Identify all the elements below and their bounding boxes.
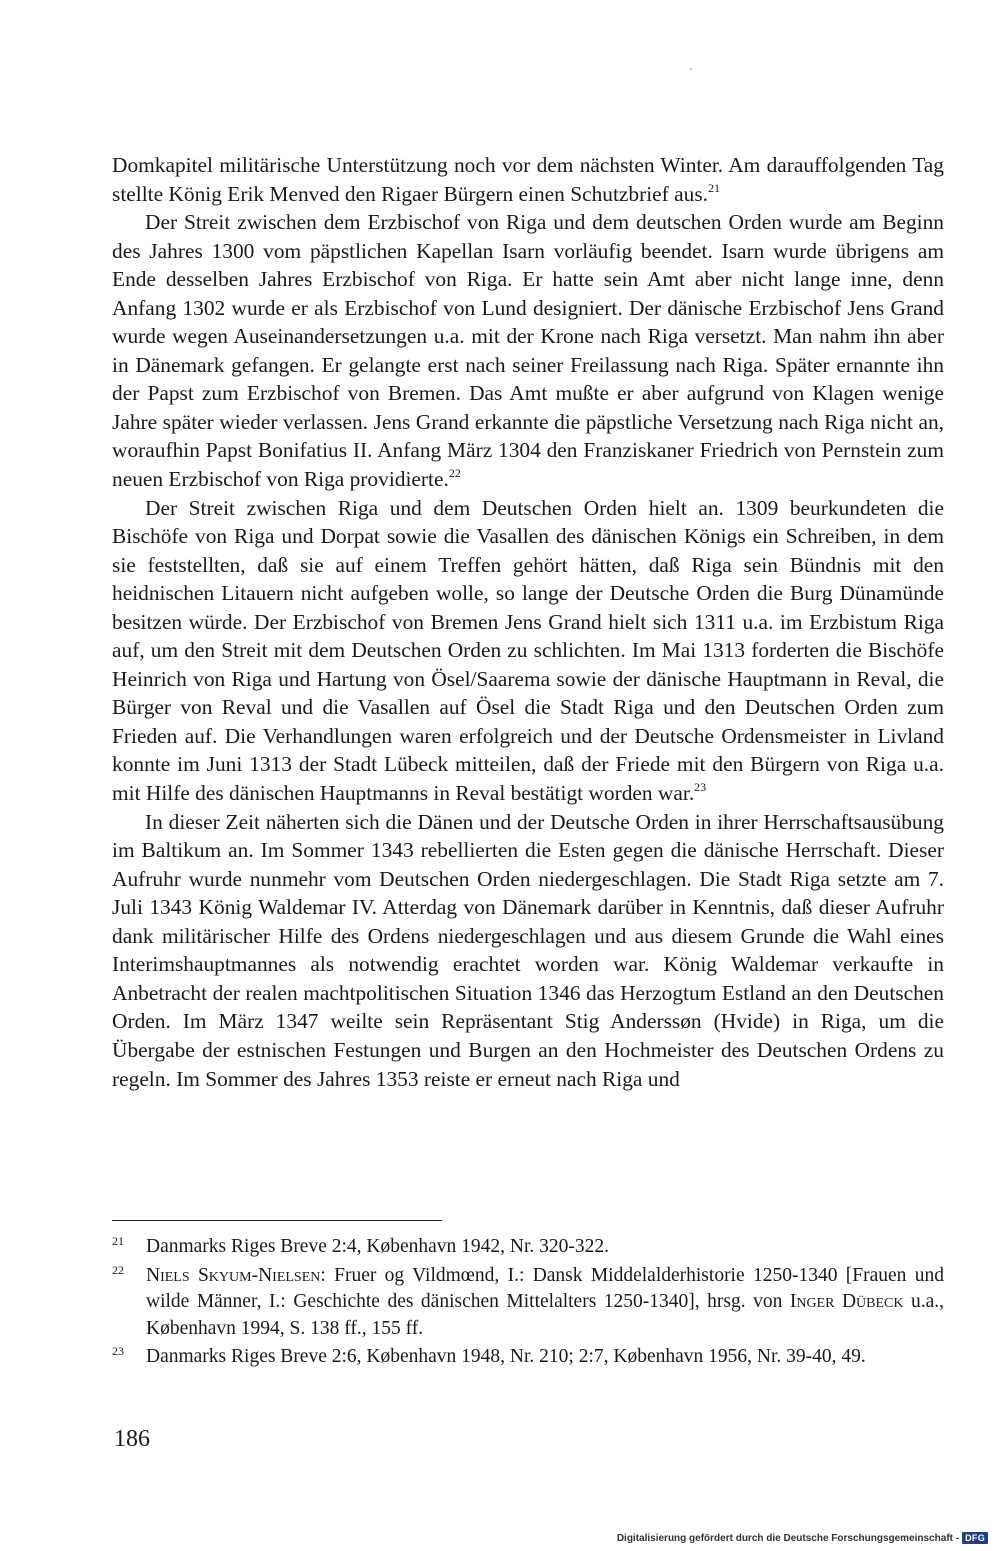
footnote-ref-22[interactable]: 22 (448, 466, 461, 481)
dfg-logo-icon: DFG (962, 1532, 988, 1544)
footnote-21 (112, 1234, 944, 1261)
page-number: 186 (114, 1426, 150, 1452)
footnote-23 (112, 1344, 944, 1371)
digitization-text: Digitalisierung gefördert durch die Deutsche Forschungsgemeinschaft - (616, 1532, 960, 1544)
footnote-number: 21 (112, 1234, 124, 1248)
footnote-text: : Fruer og Vildmœnd, I.: Dansk Middelalderhistorie 1250-1340 [Frauen und wilde Männer, I.: Geschichte des dänischen Mittelalters 1250-1340], hrsg. von (146, 1264, 944, 1312)
scan-speck (690, 68, 692, 70)
paragraph-3: Der Streit zwischen Riga und dem Deutschen Orden hielt an. 1309 beurkundeten die Bischöfe von Riga und Dorpat sowie die Vasallen des dänischen Königs ein Schreiben, in dem sie feststellten, daß sie auf einem Treffen gehört hätten, daß Riga sein Bündnis mit den heidnischen Litauern nicht aufgeben wolle, so lange der Deutsche Orden die Burg Dünamünde besitzen würde. Der Erzbischof von Bremen Jens Grand hielt sich 1311 u.a. im Erzbistum Riga auf, um den Streit mit dem Deutschen Orden zu schlichten. Im Mai 1313 forderten die Bischöfe Heinrich von Riga und Hartung von Ösel/Saarema sowie der dänische Hauptmann in Reval, die Bürger von Reval und die Vasallen auf Ösel die Stadt Riga und den Deutschen Orden zum Frieden auf. Die Verhandlungen waren erfolgreich und der Deutsche Ordensmeister in Livland konnte im Juni 1313 der Stadt Lübeck mitteilen, daß der Friede mit den Bürgern von Riga u.a. mit Hilfe des dänischen Hauptmanns in Reval bestätigt worden war.$^{23}$ (112, 495, 944, 806)
main-text (112, 151, 944, 1093)
paragraph-2: Der Streit zwischen dem Erzbischof von Riga und dem deutschen Orden wurde am Beginn des Jahres 1300 vom päpstlichen Kapellan Isarn vorläufig beendet. Isarn wurde übrigens am Ende desselben Jahres Erzbischof von Riga. Er hatte sein Amt aber nicht lange inne, denn Anfang 1302 wurde er als Erzbischof von Lund designiert. Der dänische Erzbischof Jens Grand wurde wegen Auseinandersetzungen u.a. mit der Krone nach Riga versetzt. Man nahm ihn aber in Dänemark gefangen. Er gelangte erst nach seiner Freilassung nach Riga. Später ernannte ihn der Papst zum Erzbischof von Bremen. Das Amt mußte er aber aufgrund von Klagen wenige Jahre später wieder verlassen. Jens Grand erkannte die päpstliche Versetzung nach Riga nicht an, woraufhin Papst Bonifatius II. Anfang März 1304 den Franziskaner Friedrich von Pernstein zum neuen Erzbischof von Riga providierte.$^{22}$ (112, 210, 944, 492)
footnote-editor: Inger Dübeck (789, 1291, 904, 1312)
paragraph-1: Domkapitel militärische Unterstützung noch vor dem nächsten Winter. Am darauffolgenden Tag stellte König Erik Menved den Rigaer Bürgern einen Schutzbrief aus.$^{21}$ (112, 153, 944, 206)
footnote-ref-23[interactable]: 23 (694, 780, 707, 795)
footnote-number: 22 (112, 1262, 124, 1277)
footnote-text-end: u.a., København 1994, S. 138 ff., 155 ff. (146, 1291, 945, 1339)
footnote-22 (112, 1263, 944, 1343)
footnote-text: Danmarks Riges Breve 2:6, København 1948, Nr. 210; 2:7, København 1956, Nr. 39-40, 49. (146, 1346, 866, 1367)
footnote-number: 23 (112, 1344, 124, 1358)
paragraph-4: In dieser Zeit näherten sich die Dänen und der Deutsche Orden in ihrer Herrschaftsausübung im Baltikum an. Im Sommer 1343 rebellierten die Esten gegen die dänische Herrschaft. Dieser Aufruhr wurde nunmehr vom Deutschen Orden niedergeschlagen. Die Stadt Riga setzte am 7. Juli 1343 König Waldemar IV. Atterdag von Dänemark darüber in Kenntnis, daß dieser Aufruhr dank militärischer Hilfe des Ordens niedergeschlagen und aus diesem Grunde die Wahl eines Interimshauptmannes als notwendig erachtet worden war. König Waldemar verkaufte in Anbetracht der realen machtpolitischen Situation 1346 das Herzogtum Estland an den Deutschen Orden. Im März 1347 weilte sein Repräsentant Stig Anderssøn (Hvide) in Riga, um die Übergabe der estnischen Festungen und Burgen an den Hochmeister des Deutschen Ordens zu regeln. Im Sommer des Jahres 1353 reiste er erneut nach Riga und (112, 809, 944, 1091)
footnote-ref-21[interactable]: 21 (708, 180, 721, 195)
footnote-separator (112, 1220, 442, 1221)
footnotes (112, 1234, 944, 1373)
footnote-text: Danmarks Riges Breve 2:4, København 1942, Nr. 320-322. (146, 1236, 610, 1257)
digitization-notice (617, 1532, 988, 1544)
footnote-author: Niels Skyum-Nielsen (146, 1264, 321, 1286)
